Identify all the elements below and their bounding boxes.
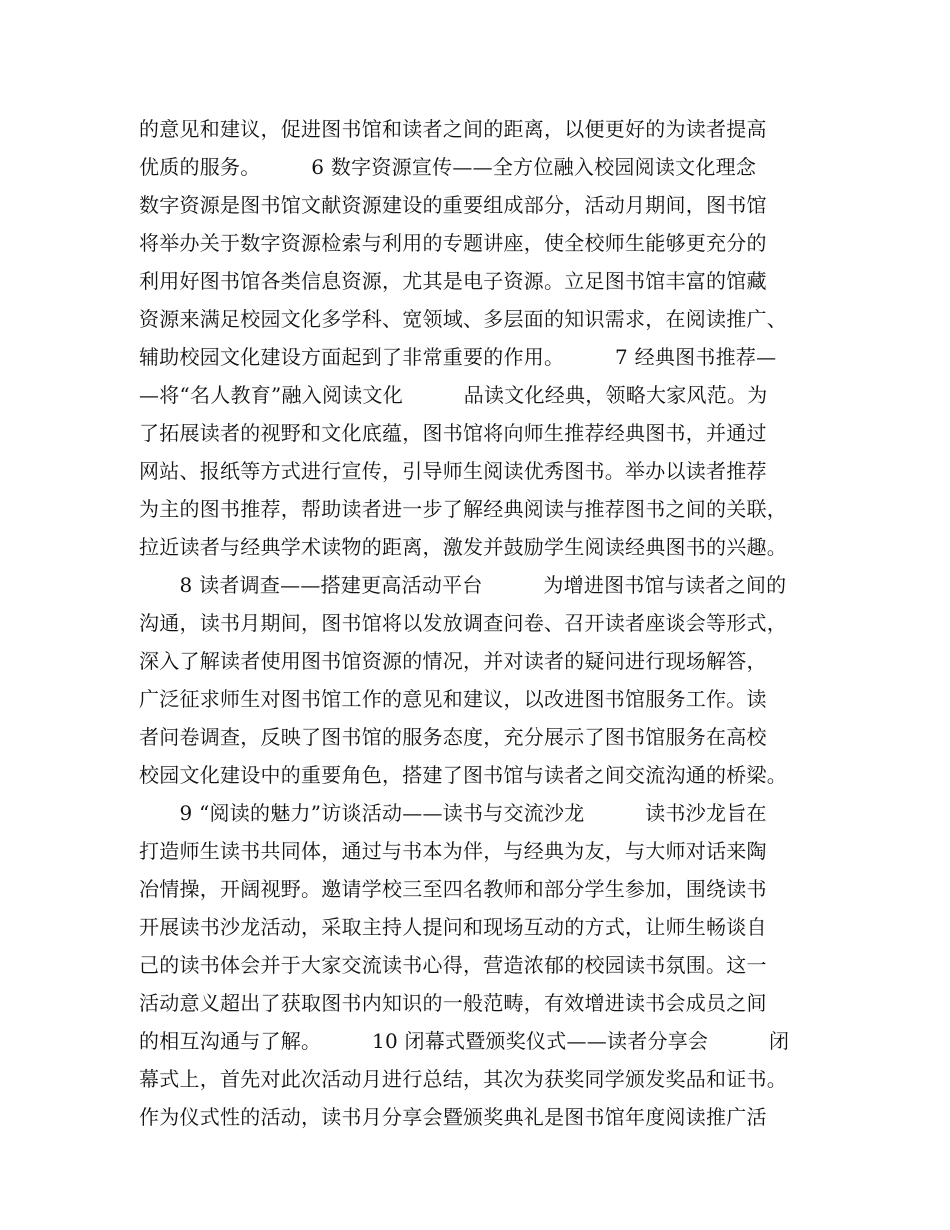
text-line: 网站、报纸等方式进行宣传，引导师生阅读优秀图书。举办以读者推荐 (139, 459, 767, 483)
text-line: 了拓展读者的视野和文化底蕴，图书馆将向师生推荐经典图书，并通过 (139, 421, 767, 445)
text-line: 己的读书体会并于大家交流读书心得，营造浓郁的校园读书氛围。这一 (139, 953, 767, 977)
text-line: —将“名人教育”融入阅读文化 品读文化经典，领略大家风范。为 (139, 383, 768, 407)
text-line: 资源来满足校园文化多学科、宽领域、多层面的知识需求，在阅读推广、 (139, 307, 787, 331)
text-line: 的相互沟通与了解。 10 闭幕式暨颁奖仪式——读者分享会 闭 (139, 1029, 790, 1053)
text-line: 打造师生读书共同体，通过与书本为伴，与经典为友，与大师对话来陶 (139, 839, 767, 863)
text-line: 的意见和建议，促进图书馆和读者之间的距离，以便更好的为读者提高 (139, 117, 767, 141)
text-line: 冶情操，开阔视野。邀请学校三至四名教师和部分学生参加，围绕读书 (139, 877, 767, 901)
text-line: 8 读者调查——搭建更高活动平台 为增进图书馆与读者之间的 (139, 573, 787, 597)
text-line: 为主的图书推荐，帮助读者进一步了解经典阅读与推荐图书之间的关联， (139, 497, 787, 521)
text-line: 广泛征求师生对图书馆工作的意见和建议，以改进图书馆服务工作。读 (139, 687, 767, 711)
text-line: 沟通，读书月期间，图书馆将以发放调查问卷、召开读者座谈会等形式， (139, 611, 787, 635)
text-line: 利用好图书馆各类信息资源，尤其是电子资源。立足图书馆丰富的馆藏 (139, 269, 767, 293)
text-line: 开展读书沙龙活动，采取主持人提问和现场互动的方式，让师生畅谈自 (139, 915, 767, 939)
text-line: 作为仪式性的活动，读书月分享会暨颁奖典礼是图书馆年度阅读推广活 (139, 1105, 767, 1129)
text-line: 将举办关于数字资源检索与利用的专题讲座，使全校师生能够更充分的 (139, 231, 767, 255)
text-line: 辅助校园文化建设方面起到了非常重要的作用。 7 经典图书推荐— (139, 345, 777, 369)
text-line: 深入了解读者使用图书馆资源的情况，并对读者的疑问进行现场解答， (139, 649, 767, 673)
body-text (139, 110, 829, 1136)
text-line: 数字资源是图书馆文献资源建设的重要组成部分，活动月期间，图书馆 (139, 193, 767, 217)
text-line: 校园文化建设中的重要角色，搭建了图书馆与读者之间交流沟通的桥梁。 (139, 763, 787, 787)
text-line: 者问卷调查，反映了图书馆的服务态度，充分展示了图书馆服务在高校 (139, 725, 767, 749)
text-line: 优质的服务。 6 数字资源宣传——全方位融入校园阅读文化理念 (139, 155, 757, 179)
text-line: 拉近读者与经典学术读物的距离，激发并鼓励学生阅读经典图书的兴趣。 (139, 535, 787, 559)
text-line: 9 “阅读的魅力”访谈活动——读书与交流沙龙 读书沙龙旨在 (139, 801, 767, 825)
text-line: 幕式上，首先对此次活动月进行总结，其次为获奖同学颁发奖品和证书。 (139, 1067, 787, 1091)
text-line: 活动意义超出了获取图书内知识的一般范畴，有效增进读书会成员之间 (139, 991, 767, 1015)
